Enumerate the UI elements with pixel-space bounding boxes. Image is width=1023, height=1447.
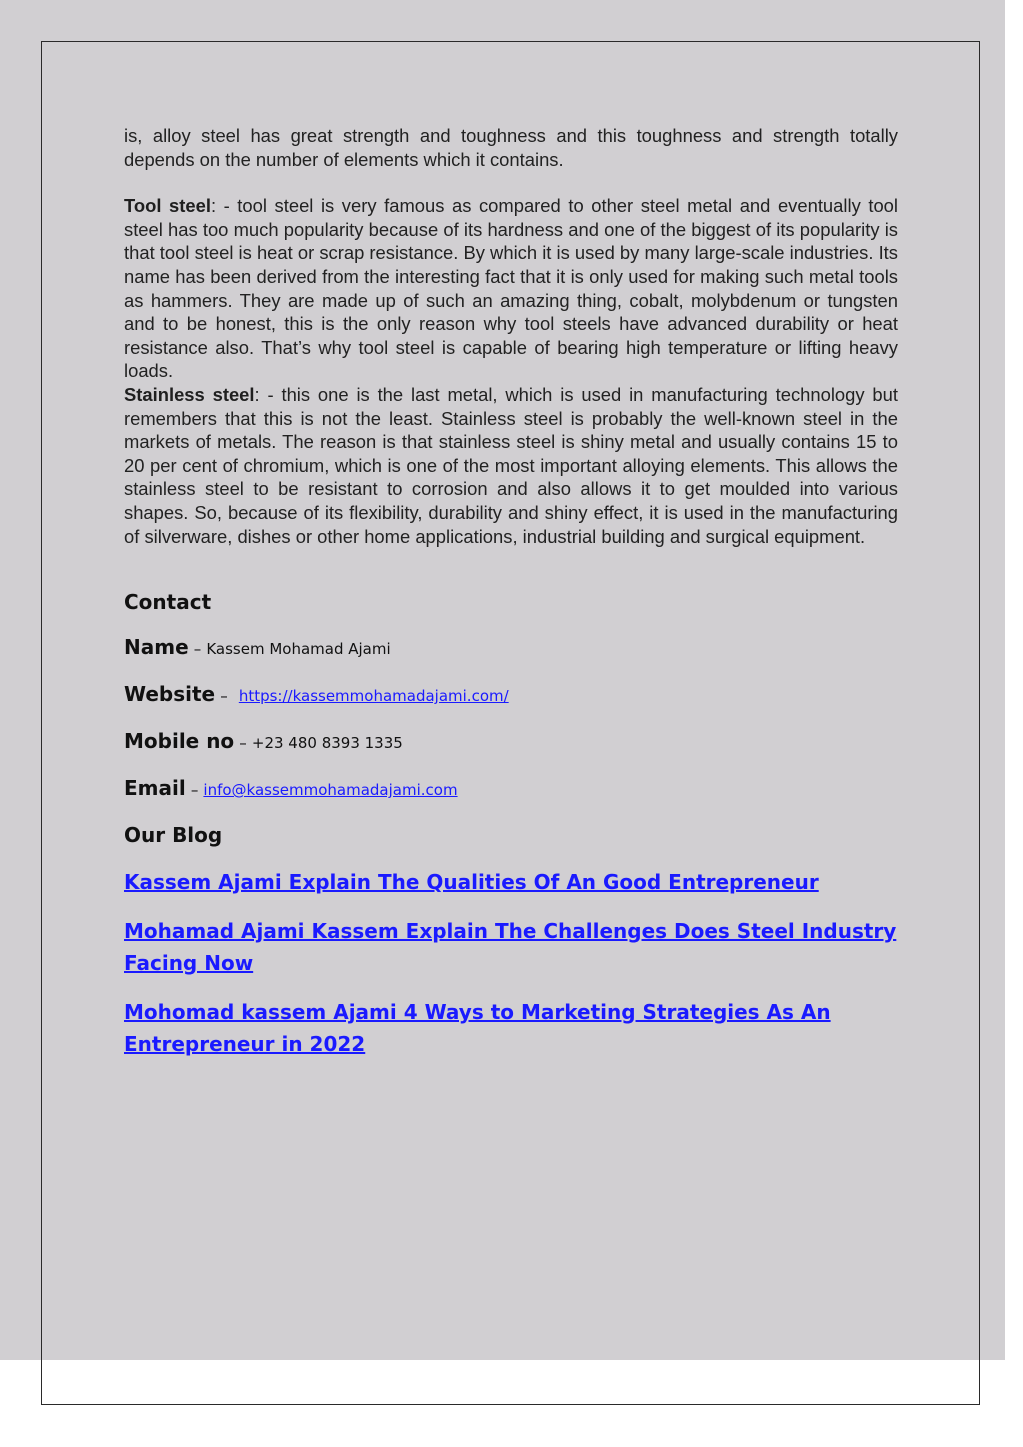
tool-steel-text: : - tool steel is very famous as compared to other steel metal and eventually tool steel has too much popularity because of its hardness and one of the biggest of its popularity is that tool steel is heat or scrap resistance. By which it is used by many large-scale industries. Its name has been derived from the interesting fact that it is only used for making such metal tools as hammers. They are made up of such an amazing thing, cobalt, molybdenum or tungsten and to be honest, this is the only reason why tool steels have advanced durability or heat resistance also. That’s why tool steel is capable of bearing high temperature or lifting heavy loads.	[124, 195, 898, 382]
blog-link-entrepreneur-qualities[interactable]: Kassem Ajami Explain The Qualities Of An Good Entrepreneur	[124, 870, 819, 895]
website-label: Website	[124, 682, 216, 707]
contact-heading: Contact	[124, 590, 212, 615]
contact-section	[124, 588, 898, 1060]
contact-website-row	[124, 680, 898, 710]
website-dash: –	[220, 687, 228, 706]
blog-link-marketing-strategies[interactable]: Mohomad kassem Ajami 4 Ways to Marketing Strategies As An Entrepreneur in 2022	[124, 1000, 831, 1057]
email-label: Email	[124, 776, 186, 801]
mobile-label: Mobile no	[124, 729, 235, 754]
stainless-steel-paragraph	[124, 383, 898, 548]
contact-mobile-row	[124, 727, 898, 757]
email-link[interactable]: info@kassemmohamadajami.com	[203, 781, 458, 800]
email-dash: –	[190, 781, 199, 800]
tool-steel-term: Tool steel	[124, 195, 211, 217]
name-value: Kassem Mohamad Ajami	[206, 640, 391, 659]
blog-heading: Our Blog	[124, 823, 223, 848]
tool-steel-paragraph	[124, 194, 898, 383]
name-dash: –	[193, 640, 202, 659]
mobile-dash: –	[239, 734, 247, 753]
contact-name-row	[124, 633, 898, 663]
document-body	[124, 124, 898, 1060]
name-label: Name	[124, 635, 189, 660]
intro-paragraph: is, alloy steel has great strength and toughness and this toughness and strength totally depends on the number of elements which it contains.	[124, 125, 898, 170]
stainless-steel-text: : - this one is the last metal, which is used in manufacturing technology but remembers that this is not the least. Stainless steel is probably the well-known steel in the markets of metals. The reason is that stainless steel is shiny metal and usually contains 15 to 20 per cent of chromium, which is one of the most important alloying elements. This allows the stainless steel to be resistant to corrosion and also allows it to get moulded into various shapes. So, because of its flexibility, durability and shiny effect, it is used in the manufacturing of silverware, dishes or other home applications, industrial building and surgical equipment.	[124, 383, 898, 547]
blog-link-steel-industry-challenges[interactable]: Mohamad Ajami Kassem Explain The Challenges Does Steel Industry Facing Now	[124, 919, 897, 976]
website-link[interactable]: https://kassemmohamadajami.com/	[238, 687, 509, 706]
contact-email-row	[124, 774, 898, 804]
mobile-value: +23 480 8393 1335	[251, 734, 403, 753]
stainless-steel-term: Stainless steel	[124, 383, 255, 405]
